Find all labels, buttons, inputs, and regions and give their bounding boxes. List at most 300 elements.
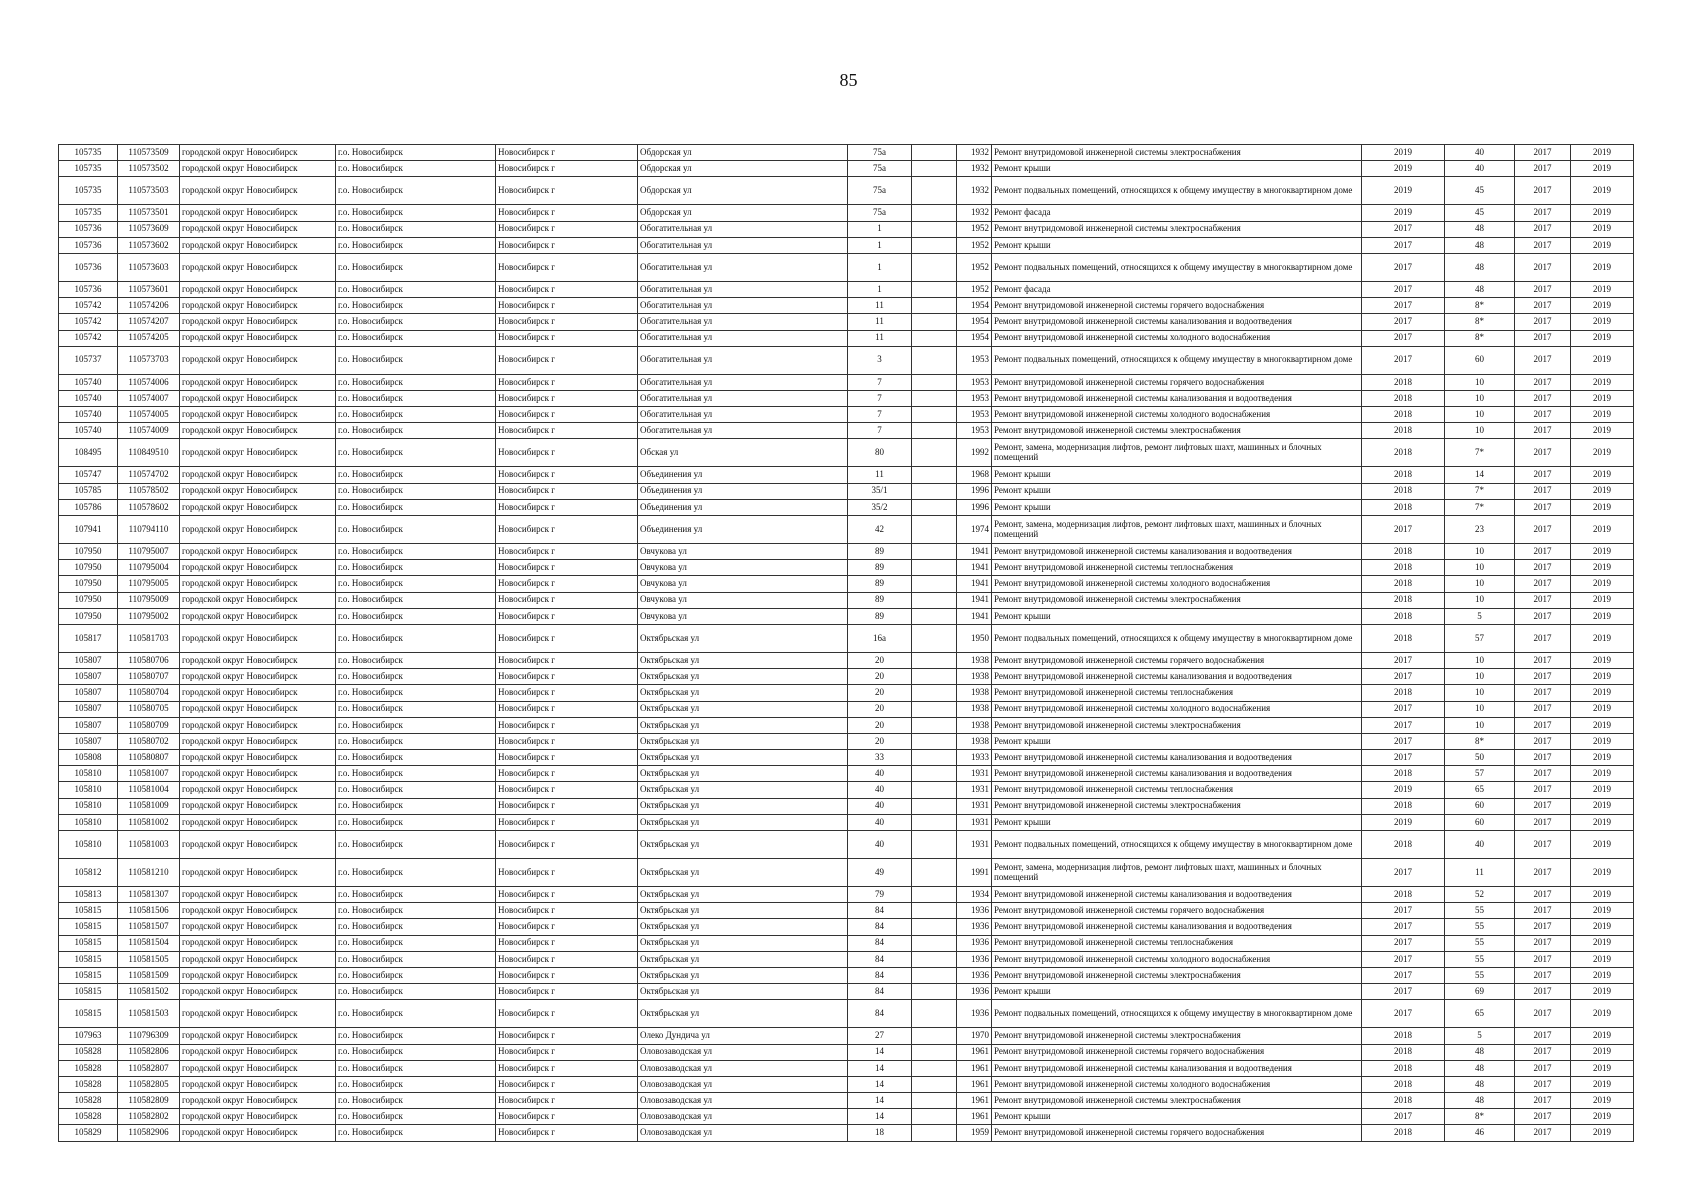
street-cell: Октябрьская ул: [638, 984, 848, 1000]
period-end-cell: 2019: [1571, 750, 1634, 766]
municipality-cell: городской округ Новосибирск: [180, 717, 336, 733]
house-number-cell: 35/2: [848, 499, 912, 515]
house-number-cell: 1: [848, 237, 912, 253]
building-cell: [912, 560, 957, 576]
settlement-cell: г.о. Новосибирск: [336, 903, 496, 919]
period-end-cell: 2019: [1571, 859, 1634, 887]
year-built-cell: 1961: [957, 1076, 992, 1092]
house-number-cell: 49: [848, 859, 912, 887]
wear-percent-cell: 10: [1445, 717, 1515, 733]
house-id-cell: 105828: [59, 1044, 118, 1060]
wear-percent-cell: 60: [1445, 346, 1515, 374]
wear-percent-cell: 10: [1445, 576, 1515, 592]
street-cell: Октябрьская ул: [638, 1000, 848, 1028]
element-id-cell: 110573503: [118, 177, 180, 205]
house-id-cell: 105828: [59, 1093, 118, 1109]
element-id-cell: 110573509: [118, 145, 180, 161]
planned-year-cell: 2018: [1362, 592, 1445, 608]
house-id-cell: 107950: [59, 544, 118, 560]
work-type-cell: Ремонт внутридомовой инженерной системы электроснабжения: [992, 798, 1362, 814]
street-cell: Октябрьская ул: [638, 903, 848, 919]
planned-year-cell: 2018: [1362, 1044, 1445, 1060]
year-built-cell: 1938: [957, 652, 992, 668]
year-built-cell: 1954: [957, 298, 992, 314]
street-cell: Объединения ул: [638, 483, 848, 499]
table-row: [59, 984, 1634, 1000]
year-built-cell: 1952: [957, 253, 992, 281]
municipality-cell: городской округ Новосибирск: [180, 483, 336, 499]
house-number-cell: 1: [848, 221, 912, 237]
building-cell: [912, 576, 957, 592]
street-cell: Олеко Дундича ул: [638, 1028, 848, 1044]
year-built-cell: 1938: [957, 717, 992, 733]
period-start-cell: 2017: [1515, 766, 1571, 782]
house-id-cell: 105740: [59, 423, 118, 439]
period-start-cell: 2017: [1515, 935, 1571, 951]
building-cell: [912, 951, 957, 967]
house-id-cell: 105815: [59, 984, 118, 1000]
element-id-cell: 110582809: [118, 1093, 180, 1109]
city-cell: Новосибирск г: [496, 766, 638, 782]
period-end-cell: 2019: [1571, 161, 1634, 177]
element-id-cell: 110578602: [118, 499, 180, 515]
city-cell: Новосибирск г: [496, 608, 638, 624]
municipality-cell: городской округ Новосибирск: [180, 750, 336, 766]
period-start-cell: 2017: [1515, 560, 1571, 576]
municipality-cell: городской округ Новосибирск: [180, 237, 336, 253]
building-cell: [912, 205, 957, 221]
municipality-cell: городской округ Новосибирск: [180, 205, 336, 221]
building-cell: [912, 390, 957, 406]
house-id-cell: 105735: [59, 161, 118, 177]
planned-year-cell: 2019: [1362, 161, 1445, 177]
settlement-cell: г.о. Новосибирск: [336, 423, 496, 439]
settlement-cell: г.о. Новосибирск: [336, 314, 496, 330]
wear-percent-cell: 10: [1445, 669, 1515, 685]
work-type-cell: Ремонт крыши: [992, 161, 1362, 177]
period-end-cell: 2019: [1571, 701, 1634, 717]
period-end-cell: 2019: [1571, 467, 1634, 483]
table-row: [59, 499, 1634, 515]
house-id-cell: 105815: [59, 967, 118, 983]
period-end-cell: 2019: [1571, 733, 1634, 749]
building-cell: [912, 1109, 957, 1125]
street-cell: Октябрьская ул: [638, 831, 848, 859]
wear-percent-cell: 40: [1445, 145, 1515, 161]
period-start-cell: 2017: [1515, 439, 1571, 467]
wear-percent-cell: 10: [1445, 592, 1515, 608]
work-type-cell: Ремонт внутридомовой инженерной системы горячего водоснабжения: [992, 1044, 1362, 1060]
work-type-cell: Ремонт внутридомовой инженерной системы горячего водоснабжения: [992, 298, 1362, 314]
street-cell: Обогатительная ул: [638, 407, 848, 423]
street-cell: Оловозаводская ул: [638, 1044, 848, 1060]
period-end-cell: 2019: [1571, 374, 1634, 390]
table-row: [59, 221, 1634, 237]
table-row: [59, 374, 1634, 390]
planned-year-cell: 2019: [1362, 814, 1445, 830]
wear-percent-cell: 10: [1445, 652, 1515, 668]
year-built-cell: 1938: [957, 701, 992, 717]
period-end-cell: 2019: [1571, 919, 1634, 935]
year-built-cell: 1936: [957, 1000, 992, 1028]
table-row: [59, 346, 1634, 374]
planned-year-cell: 2017: [1362, 221, 1445, 237]
period-start-cell: 2017: [1515, 1093, 1571, 1109]
house-number-cell: 14: [848, 1044, 912, 1060]
period-end-cell: 2019: [1571, 1109, 1634, 1125]
planned-year-cell: 2018: [1362, 423, 1445, 439]
house-number-cell: 80: [848, 439, 912, 467]
period-start-cell: 2017: [1515, 717, 1571, 733]
municipality-cell: городской округ Новосибирск: [180, 685, 336, 701]
table-row: [59, 298, 1634, 314]
settlement-cell: г.о. Новосибирск: [336, 330, 496, 346]
street-cell: Октябрьская ул: [638, 967, 848, 983]
street-cell: Оловозаводская ул: [638, 1109, 848, 1125]
element-id-cell: 110849510: [118, 439, 180, 467]
work-type-cell: Ремонт внутридомовой инженерной системы канализования и водоотведения: [992, 919, 1362, 935]
settlement-cell: г.о. Новосибирск: [336, 814, 496, 830]
planned-year-cell: 2017: [1362, 669, 1445, 685]
municipality-cell: городской округ Новосибирск: [180, 919, 336, 935]
period-end-cell: 2019: [1571, 608, 1634, 624]
house-number-cell: 20: [848, 669, 912, 685]
building-cell: [912, 314, 957, 330]
house-id-cell: 107950: [59, 592, 118, 608]
work-type-cell: Ремонт внутридомовой инженерной системы электроснабжения: [992, 221, 1362, 237]
settlement-cell: г.о. Новосибирск: [336, 516, 496, 544]
settlement-cell: г.о. Новосибирск: [336, 374, 496, 390]
settlement-cell: г.о. Новосибирск: [336, 161, 496, 177]
table-row: [59, 903, 1634, 919]
city-cell: Новосибирск г: [496, 330, 638, 346]
work-type-cell: Ремонт крыши: [992, 483, 1362, 499]
wear-percent-cell: 8*: [1445, 1109, 1515, 1125]
planned-year-cell: 2019: [1362, 177, 1445, 205]
municipality-cell: городской округ Новосибирск: [180, 701, 336, 717]
street-cell: Обогатительная ул: [638, 281, 848, 297]
element-id-cell: 110573703: [118, 346, 180, 374]
house-number-cell: 7: [848, 374, 912, 390]
year-built-cell: 1934: [957, 887, 992, 903]
building-cell: [912, 374, 957, 390]
city-cell: Новосибирск г: [496, 390, 638, 406]
wear-percent-cell: 55: [1445, 919, 1515, 935]
street-cell: Октябрьская ул: [638, 887, 848, 903]
house-number-cell: 7: [848, 423, 912, 439]
table-row: [59, 560, 1634, 576]
street-cell: Обдорская ул: [638, 145, 848, 161]
table-row: [59, 1076, 1634, 1092]
building-cell: [912, 145, 957, 161]
municipality-cell: городской округ Новосибирск: [180, 967, 336, 983]
street-cell: Объединения ул: [638, 516, 848, 544]
work-type-cell: Ремонт подвальных помещений, относящихся к общему имуществу в многоквартирном доме: [992, 624, 1362, 652]
period-end-cell: 2019: [1571, 483, 1634, 499]
work-type-cell: Ремонт подвальных помещений, относящихся к общему имуществу в многоквартирном доме: [992, 831, 1362, 859]
planned-year-cell: 2017: [1362, 717, 1445, 733]
building-cell: [912, 919, 957, 935]
wear-percent-cell: 10: [1445, 374, 1515, 390]
house-id-cell: 105813: [59, 887, 118, 903]
street-cell: Обская ул: [638, 439, 848, 467]
house-id-cell: 105742: [59, 330, 118, 346]
work-type-cell: Ремонт внутридомовой инженерной системы холодного водоснабжения: [992, 951, 1362, 967]
settlement-cell: г.о. Новосибирск: [336, 592, 496, 608]
street-cell: Октябрьская ул: [638, 859, 848, 887]
element-id-cell: 110581307: [118, 887, 180, 903]
settlement-cell: г.о. Новосибирск: [336, 919, 496, 935]
element-id-cell: 110580705: [118, 701, 180, 717]
wear-percent-cell: 60: [1445, 798, 1515, 814]
planned-year-cell: 2018: [1362, 1093, 1445, 1109]
table-row: [59, 624, 1634, 652]
house-id-cell: 105736: [59, 221, 118, 237]
year-built-cell: 1970: [957, 1028, 992, 1044]
house-id-cell: 105828: [59, 1060, 118, 1076]
building-cell: [912, 750, 957, 766]
street-cell: Октябрьская ул: [638, 814, 848, 830]
table-row: [59, 576, 1634, 592]
period-start-cell: 2017: [1515, 782, 1571, 798]
house-number-cell: 33: [848, 750, 912, 766]
building-cell: [912, 298, 957, 314]
house-id-cell: 105742: [59, 314, 118, 330]
building-cell: [912, 717, 957, 733]
wear-percent-cell: 57: [1445, 624, 1515, 652]
building-cell: [912, 483, 957, 499]
city-cell: Новосибирск г: [496, 685, 638, 701]
year-built-cell: 1954: [957, 314, 992, 330]
house-id-cell: 105815: [59, 903, 118, 919]
year-built-cell: 1996: [957, 499, 992, 515]
element-id-cell: 110795004: [118, 560, 180, 576]
municipality-cell: городской округ Новосибирск: [180, 423, 336, 439]
municipality-cell: городской округ Новосибирск: [180, 253, 336, 281]
municipality-cell: городской округ Новосибирск: [180, 1060, 336, 1076]
settlement-cell: г.о. Новосибирск: [336, 407, 496, 423]
work-type-cell: Ремонт внутридомовой инженерной системы канализования и водоотведения: [992, 390, 1362, 406]
city-cell: Новосибирск г: [496, 1125, 638, 1141]
table-row: [59, 330, 1634, 346]
wear-percent-cell: 7*: [1445, 439, 1515, 467]
table-row: [59, 281, 1634, 297]
street-cell: Обогатительная ул: [638, 346, 848, 374]
settlement-cell: г.о. Новосибирск: [336, 281, 496, 297]
municipality-cell: городской округ Новосибирск: [180, 782, 336, 798]
period-start-cell: 2017: [1515, 592, 1571, 608]
work-type-cell: Ремонт внутридомовой инженерной системы теплоснабжения: [992, 560, 1362, 576]
period-end-cell: 2019: [1571, 685, 1634, 701]
element-id-cell: 110795005: [118, 576, 180, 592]
work-type-cell: Ремонт фасада: [992, 205, 1362, 221]
house-id-cell: 105810: [59, 831, 118, 859]
municipality-cell: городской округ Новосибирск: [180, 733, 336, 749]
planned-year-cell: 2018: [1362, 544, 1445, 560]
municipality-cell: городской округ Новосибирск: [180, 1028, 336, 1044]
city-cell: Новосибирск г: [496, 253, 638, 281]
work-type-cell: Ремонт внутридомовой инженерной системы теплоснабжения: [992, 782, 1362, 798]
table-row: [59, 1125, 1634, 1141]
planned-year-cell: 2018: [1362, 390, 1445, 406]
city-cell: Новосибирск г: [496, 624, 638, 652]
municipality-cell: городской округ Новосибирск: [180, 576, 336, 592]
municipality-cell: городской округ Новосибирск: [180, 951, 336, 967]
street-cell: Обогатительная ул: [638, 374, 848, 390]
work-type-cell: Ремонт внутридомовой инженерной системы канализования и водоотведения: [992, 314, 1362, 330]
municipality-cell: городской округ Новосибирск: [180, 592, 336, 608]
building-cell: [912, 984, 957, 1000]
building-cell: [912, 1060, 957, 1076]
street-cell: Овчукова ул: [638, 544, 848, 560]
period-end-cell: 2019: [1571, 560, 1634, 576]
planned-year-cell: 2018: [1362, 798, 1445, 814]
house-number-cell: 89: [848, 592, 912, 608]
element-id-cell: 110582806: [118, 1044, 180, 1060]
period-end-cell: 2019: [1571, 439, 1634, 467]
street-cell: Обогатительная ул: [638, 298, 848, 314]
planned-year-cell: 2017: [1362, 281, 1445, 297]
house-number-cell: 79: [848, 887, 912, 903]
municipality-cell: городской округ Новосибирск: [180, 145, 336, 161]
city-cell: Новосибирск г: [496, 1076, 638, 1092]
wear-percent-cell: 7*: [1445, 483, 1515, 499]
settlement-cell: г.о. Новосибирск: [336, 608, 496, 624]
work-type-cell: Ремонт фасада: [992, 281, 1362, 297]
wear-percent-cell: 48: [1445, 1060, 1515, 1076]
house-id-cell: 105815: [59, 935, 118, 951]
work-type-cell: Ремонт внутридомовой инженерной системы горячего водоснабжения: [992, 1125, 1362, 1141]
period-end-cell: 2019: [1571, 1125, 1634, 1141]
house-number-cell: 11: [848, 467, 912, 483]
table-row: [59, 669, 1634, 685]
work-type-cell: Ремонт внутридомовой инженерной системы электроснабжения: [992, 145, 1362, 161]
planned-year-cell: 2017: [1362, 701, 1445, 717]
period-end-cell: 2019: [1571, 314, 1634, 330]
house-number-cell: 40: [848, 831, 912, 859]
wear-percent-cell: 10: [1445, 407, 1515, 423]
street-cell: Обдорская ул: [638, 205, 848, 221]
year-built-cell: 1931: [957, 798, 992, 814]
house-id-cell: 107950: [59, 608, 118, 624]
planned-year-cell: 2017: [1362, 859, 1445, 887]
building-cell: [912, 592, 957, 608]
work-type-cell: Ремонт подвальных помещений, относящихся к общему имуществу в многоквартирном доме: [992, 253, 1362, 281]
wear-percent-cell: 5: [1445, 608, 1515, 624]
element-id-cell: 110574006: [118, 374, 180, 390]
house-number-cell: 75а: [848, 205, 912, 221]
period-start-cell: 2017: [1515, 374, 1571, 390]
street-cell: Обогатительная ул: [638, 330, 848, 346]
house-number-cell: 14: [848, 1109, 912, 1125]
period-start-cell: 2017: [1515, 544, 1571, 560]
settlement-cell: г.о. Новосибирск: [336, 669, 496, 685]
building-cell: [912, 544, 957, 560]
municipality-cell: городской округ Новосибирск: [180, 1109, 336, 1125]
period-start-cell: 2017: [1515, 814, 1571, 830]
house-id-cell: 105807: [59, 717, 118, 733]
wear-percent-cell: 48: [1445, 1093, 1515, 1109]
house-number-cell: 11: [848, 314, 912, 330]
period-end-cell: 2019: [1571, 346, 1634, 374]
wear-percent-cell: 48: [1445, 1044, 1515, 1060]
house-number-cell: 16а: [848, 624, 912, 652]
year-built-cell: 1932: [957, 177, 992, 205]
wear-percent-cell: 55: [1445, 951, 1515, 967]
house-number-cell: 14: [848, 1060, 912, 1076]
planned-year-cell: 2018: [1362, 499, 1445, 515]
work-type-cell: Ремонт крыши: [992, 499, 1362, 515]
settlement-cell: г.о. Новосибирск: [336, 177, 496, 205]
work-type-cell: Ремонт крыши: [992, 237, 1362, 253]
city-cell: Новосибирск г: [496, 1028, 638, 1044]
period-end-cell: 2019: [1571, 499, 1634, 515]
wear-percent-cell: 14: [1445, 467, 1515, 483]
house-id-cell: 105828: [59, 1076, 118, 1092]
table-row: [59, 592, 1634, 608]
planned-year-cell: 2017: [1362, 516, 1445, 544]
table-row: [59, 1044, 1634, 1060]
period-end-cell: 2019: [1571, 237, 1634, 253]
city-cell: Новосибирск г: [496, 951, 638, 967]
wear-percent-cell: 52: [1445, 887, 1515, 903]
period-start-cell: 2017: [1515, 407, 1571, 423]
street-cell: Октябрьская ул: [638, 951, 848, 967]
wear-percent-cell: 40: [1445, 161, 1515, 177]
table-row: [59, 951, 1634, 967]
period-start-cell: 2017: [1515, 831, 1571, 859]
house-number-cell: 84: [848, 1000, 912, 1028]
year-built-cell: 1931: [957, 766, 992, 782]
planned-year-cell: 2017: [1362, 652, 1445, 668]
municipality-cell: городской округ Новосибирск: [180, 608, 336, 624]
period-start-cell: 2017: [1515, 967, 1571, 983]
table-row: [59, 1000, 1634, 1028]
period-end-cell: 2019: [1571, 1028, 1634, 1044]
period-start-cell: 2017: [1515, 1076, 1571, 1092]
house-id-cell: 105807: [59, 733, 118, 749]
work-type-cell: Ремонт внутридомовой инженерной системы теплоснабжения: [992, 935, 1362, 951]
wear-percent-cell: 45: [1445, 177, 1515, 205]
period-end-cell: 2019: [1571, 782, 1634, 798]
year-built-cell: 1952: [957, 221, 992, 237]
element-id-cell: 110578502: [118, 483, 180, 499]
city-cell: Новосибирск г: [496, 1044, 638, 1060]
table-row: [59, 407, 1634, 423]
city-cell: Новосибирск г: [496, 314, 638, 330]
building-cell: [912, 669, 957, 685]
period-end-cell: 2019: [1571, 967, 1634, 983]
planned-year-cell: 2017: [1362, 1109, 1445, 1125]
street-cell: Октябрьская ул: [638, 717, 848, 733]
work-type-cell: Ремонт крыши: [992, 814, 1362, 830]
element-id-cell: 110574207: [118, 314, 180, 330]
element-id-cell: 110582802: [118, 1109, 180, 1125]
year-built-cell: 1953: [957, 407, 992, 423]
year-built-cell: 1959: [957, 1125, 992, 1141]
settlement-cell: г.о. Новосибирск: [336, 205, 496, 221]
element-id-cell: 110581504: [118, 935, 180, 951]
element-id-cell: 110573501: [118, 205, 180, 221]
wear-percent-cell: 57: [1445, 766, 1515, 782]
year-built-cell: 1931: [957, 814, 992, 830]
wear-percent-cell: 50: [1445, 750, 1515, 766]
city-cell: Новосибирск г: [496, 161, 638, 177]
planned-year-cell: 2018: [1362, 685, 1445, 701]
work-type-cell: Ремонт внутридомовой инженерной системы электроснабжения: [992, 717, 1362, 733]
work-type-cell: Ремонт крыши: [992, 467, 1362, 483]
planned-year-cell: 2017: [1362, 919, 1445, 935]
